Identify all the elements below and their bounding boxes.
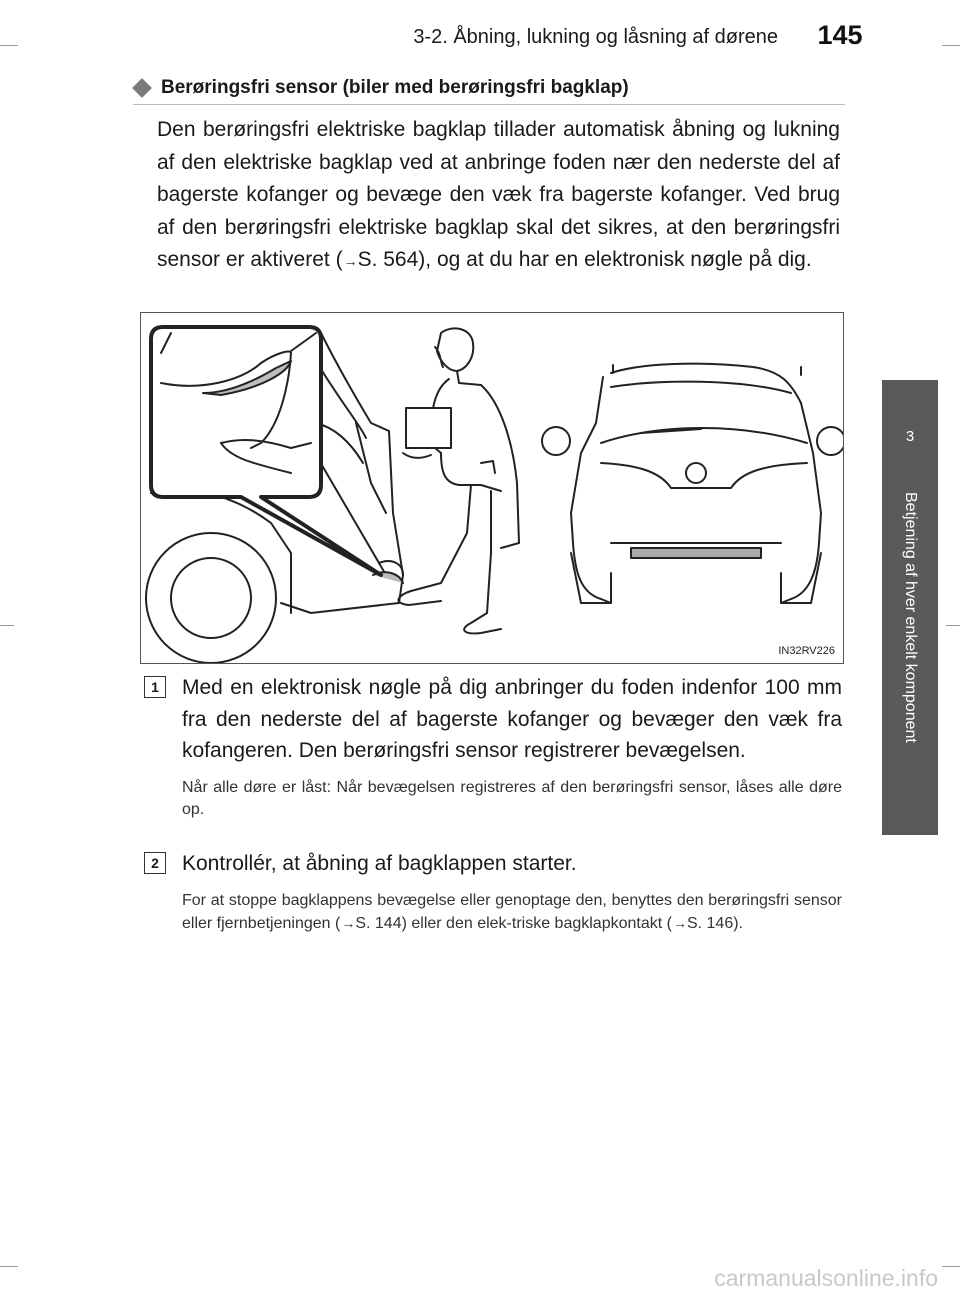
note-text: ) eller den elek-triske bagklapkontakt ( [401, 914, 672, 932]
illustration-figure [140, 312, 844, 664]
car-rear-view [542, 364, 843, 603]
crop-mark [946, 625, 960, 626]
step-2 [144, 848, 842, 935]
page-number: 145 [817, 20, 863, 50]
diamond-icon [132, 78, 152, 98]
arrow-right-icon: → [672, 914, 686, 931]
step-number-badge: 2 [144, 852, 166, 874]
running-header: 3-2. Åbning, lukning og låsning af dørene [413, 26, 778, 48]
crop-mark [0, 625, 14, 626]
section-title: Berøringsfri sensor (biler med berøringsfri bagklap) [161, 77, 629, 98]
note-page-ref[interactable]: S. 146 [686, 914, 734, 932]
note-text: ). [733, 914, 743, 932]
tailgate-sensor-illustration [141, 313, 843, 663]
step-text: Kontrollér, at åbning af bagklappen starter. [182, 852, 577, 875]
step-note: Når alle døre er låst: Når bevægelsen registreres af den berøringsfri sensor, låses alle døre op. [182, 778, 842, 818]
section-heading [133, 72, 845, 105]
intro-paragraph [157, 114, 840, 278]
note-page-ref[interactable]: S. 144 [355, 914, 402, 932]
step-1 [144, 672, 842, 821]
person-carrying-box [398, 328, 519, 633]
watermark[interactable]: carmanualsonline.info [714, 1265, 938, 1291]
crop-mark [942, 1266, 960, 1267]
figure-code: IN32RV226 [778, 645, 835, 657]
step-number-badge: 1 [144, 676, 166, 698]
chapter-number: 3 [905, 428, 915, 445]
arrow-right-icon: → [343, 253, 357, 269]
note-text: For at stoppe bagklappens bevægelse eller genoptage den, benyttes den berøringsfri sensor eller fjernbetjeningen ( [182, 891, 842, 932]
intro-text: Den berøringsfri elektriske bagklap tillader automatisk åbning og lukning af den elektriske bagklap ved at anbringe foden nær den nederste del af bagerste kofanger og bevæge den væk fra bagerste kofanger. Ved brug af den berøringsfri elektriske bagklap skal det sikres, at den berøringsfri sensor er aktiveret ( [157, 118, 840, 271]
arrow-right-icon: → [341, 914, 355, 931]
crop-mark [0, 1266, 18, 1267]
crop-mark [942, 45, 960, 46]
chapter-label: Betjening af hver enkelt komponent [902, 492, 919, 743]
step-text: Med en elektronisk nøgle på dig anbringer du foden indenfor 100 mm fra den nederste del af bagerste kofanger og bevæger den væk fra kofangeren. Den berøringsfri sensor registrerer bevægelsen. [182, 676, 842, 762]
step-note [182, 890, 842, 935]
intro-text-end: ), og at du har en elektronisk nøgle på dig. [418, 248, 812, 271]
chapter-tab[interactable] [882, 380, 938, 835]
intro-page-ref[interactable]: S. 564 [357, 248, 419, 271]
